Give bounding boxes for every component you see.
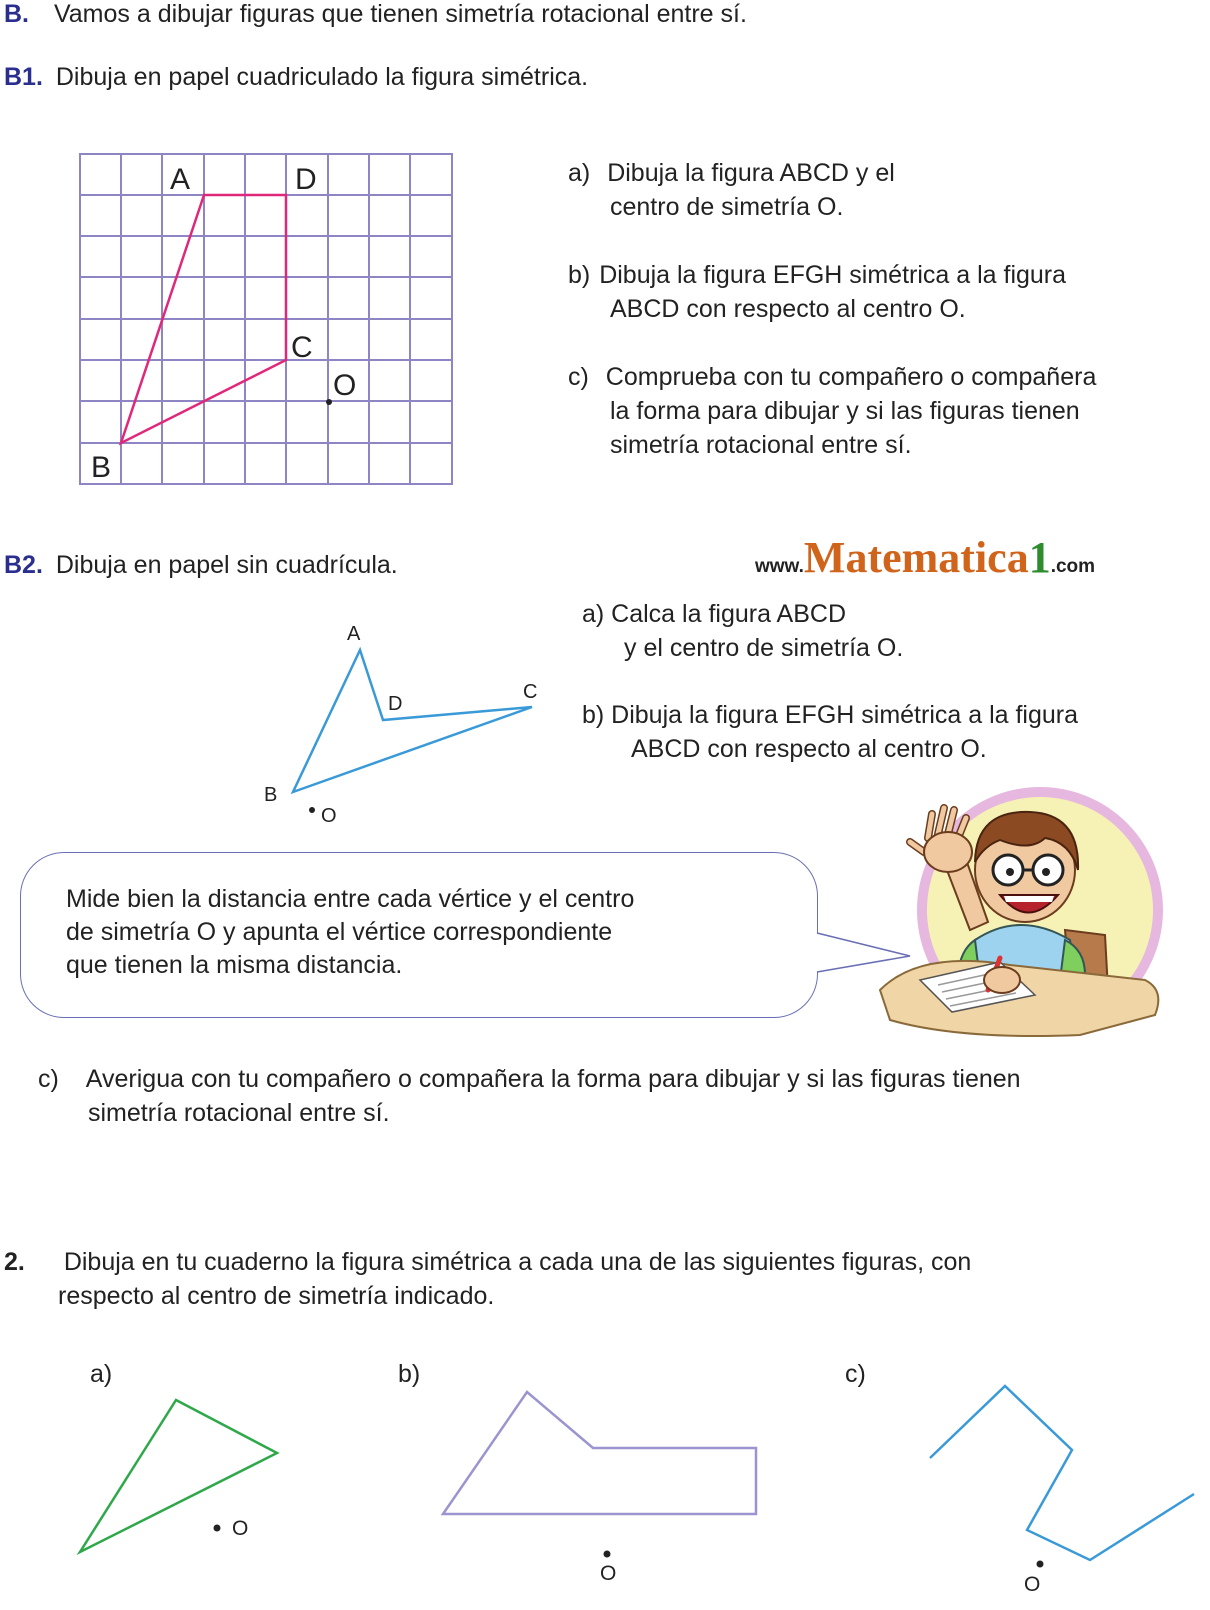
exercise-2-figure-c <box>920 1370 1200 1600</box>
b2-item-c-text: Averigua con tu compañero o compañera la forma para dibujar y si las figuras tienen <box>85 1065 1021 1093</box>
b2-vertex-label-c: C <box>523 681 538 703</box>
brand-suffix: .com <box>1050 556 1096 577</box>
b1-item-c-line1 <box>568 361 1096 394</box>
b2-item-b-line2: ABCD con respecto al centro O. <box>631 735 987 763</box>
b2-item-a-line2: y el centro de simetría O. <box>624 634 904 662</box>
exercise-2-line1 <box>4 1246 971 1279</box>
exercise-2-c-label: c) <box>845 1360 866 1388</box>
b1-item-c-line2: la forma para dibujar y si las figuras tienen <box>610 397 1080 425</box>
section-b-label: B. <box>4 0 29 28</box>
b1-item-b-label: b) <box>568 261 591 289</box>
exercise-2-c-center-label: O <box>1024 1573 1041 1596</box>
b2-center-label-o: O <box>321 805 337 827</box>
exercise-2-figure-a <box>70 1390 330 1590</box>
exercise-2-label: 2. <box>4 1248 25 1276</box>
tip-line-3: que tienen la misma distancia. <box>66 951 403 979</box>
figure-abcd-free <box>293 650 532 792</box>
b1-item-a-line2: centro de simetría O. <box>610 193 844 221</box>
center-label-o: O <box>333 369 357 402</box>
b1-label: B1. <box>4 63 43 91</box>
exercise-2-c-center-point <box>1037 1561 1044 1568</box>
exercise-2-b-center-label: O <box>600 1562 617 1585</box>
polygon-b <box>443 1392 756 1514</box>
exercise-2-line2: respecto al centro de simetría indicado. <box>58 1282 495 1310</box>
b1-item-a-label: a) <box>568 159 591 187</box>
cartoon-boy-illustration <box>880 790 1170 1050</box>
section-b-text: Vamos a dibujar figuras que tienen simetría rotacional entre sí. <box>53 0 747 28</box>
b2-item-c-label: c) <box>38 1065 59 1093</box>
b1-grid-figure <box>79 153 459 493</box>
vertex-label-b: B <box>91 451 112 484</box>
b1-item-b-line1 <box>568 259 1066 292</box>
b2-heading <box>4 549 398 582</box>
exercise-2-b-label: b) <box>398 1360 421 1388</box>
b2-title: Dibuja en papel sin cuadrícula. <box>55 551 398 579</box>
b1-item-b-text: Dibuja la figura EFGH simétrica a la figura <box>599 261 1067 289</box>
b2-item-c-line2: simetría rotacional entre sí. <box>88 1099 390 1127</box>
b1-item-c-label: c) <box>568 363 589 391</box>
exercise-2-figure-b <box>430 1380 770 1610</box>
tip-text <box>66 883 634 982</box>
center-point-o <box>326 399 332 405</box>
vertex-label-c: C <box>291 331 313 364</box>
brand-prefix: www. <box>755 556 804 577</box>
zigzag-c <box>930 1386 1194 1560</box>
section-b-heading <box>4 0 747 31</box>
b2-vertex-label-d: D <box>388 693 403 715</box>
b2-vertex-label-b: B <box>264 784 278 806</box>
brand-logo <box>755 532 1095 583</box>
b1-item-b-line2: ABCD con respecto al centro O. <box>610 295 966 323</box>
b2-item-c-line1 <box>38 1063 1021 1096</box>
exercise-2-b-center-point <box>604 1551 611 1558</box>
b2-item-a-line1: a) Calca la figura ABCD <box>582 600 847 628</box>
tip-line-2: de simetría O y apunta el vértice correspondiente <box>66 918 613 946</box>
brand-name: Matematica <box>803 533 1029 582</box>
exercise-2-a-center-point <box>214 1525 221 1532</box>
b1-item-a-text: Dibuja la figura ABCD y el <box>607 159 895 187</box>
tip-line-1: Mide bien la distancia entre cada vértice y el centro <box>66 885 635 913</box>
b1-item-c-text: Comprueba con tu compañero o compañera <box>605 363 1097 391</box>
b1-heading <box>4 61 588 94</box>
b2-figure <box>255 620 555 840</box>
exercise-2-a-label: a) <box>90 1360 113 1388</box>
b2-center-point-o <box>309 807 315 813</box>
vertex-label-d: D <box>295 163 317 196</box>
b1-item-c-line3: simetría rotacional entre sí. <box>610 431 912 459</box>
b1-title: Dibuja en papel cuadriculado la figura simétrica. <box>55 63 589 91</box>
b2-item-b-line1: b) Dibuja la figura EFGH simétrica a la figura <box>582 701 1079 729</box>
exercise-2-a-center-label: O <box>232 1517 249 1540</box>
exercise-2-text: Dibuja en tu cuaderno la figura simétrica a cada una de las siguientes figuras, con <box>63 1248 972 1276</box>
brand-digit: 1 <box>1028 533 1051 582</box>
b2-label: B2. <box>4 551 43 579</box>
b2-vertex-label-a: A <box>347 623 361 645</box>
b1-item-a-line1 <box>568 157 895 190</box>
vertex-label-a: A <box>170 163 191 196</box>
